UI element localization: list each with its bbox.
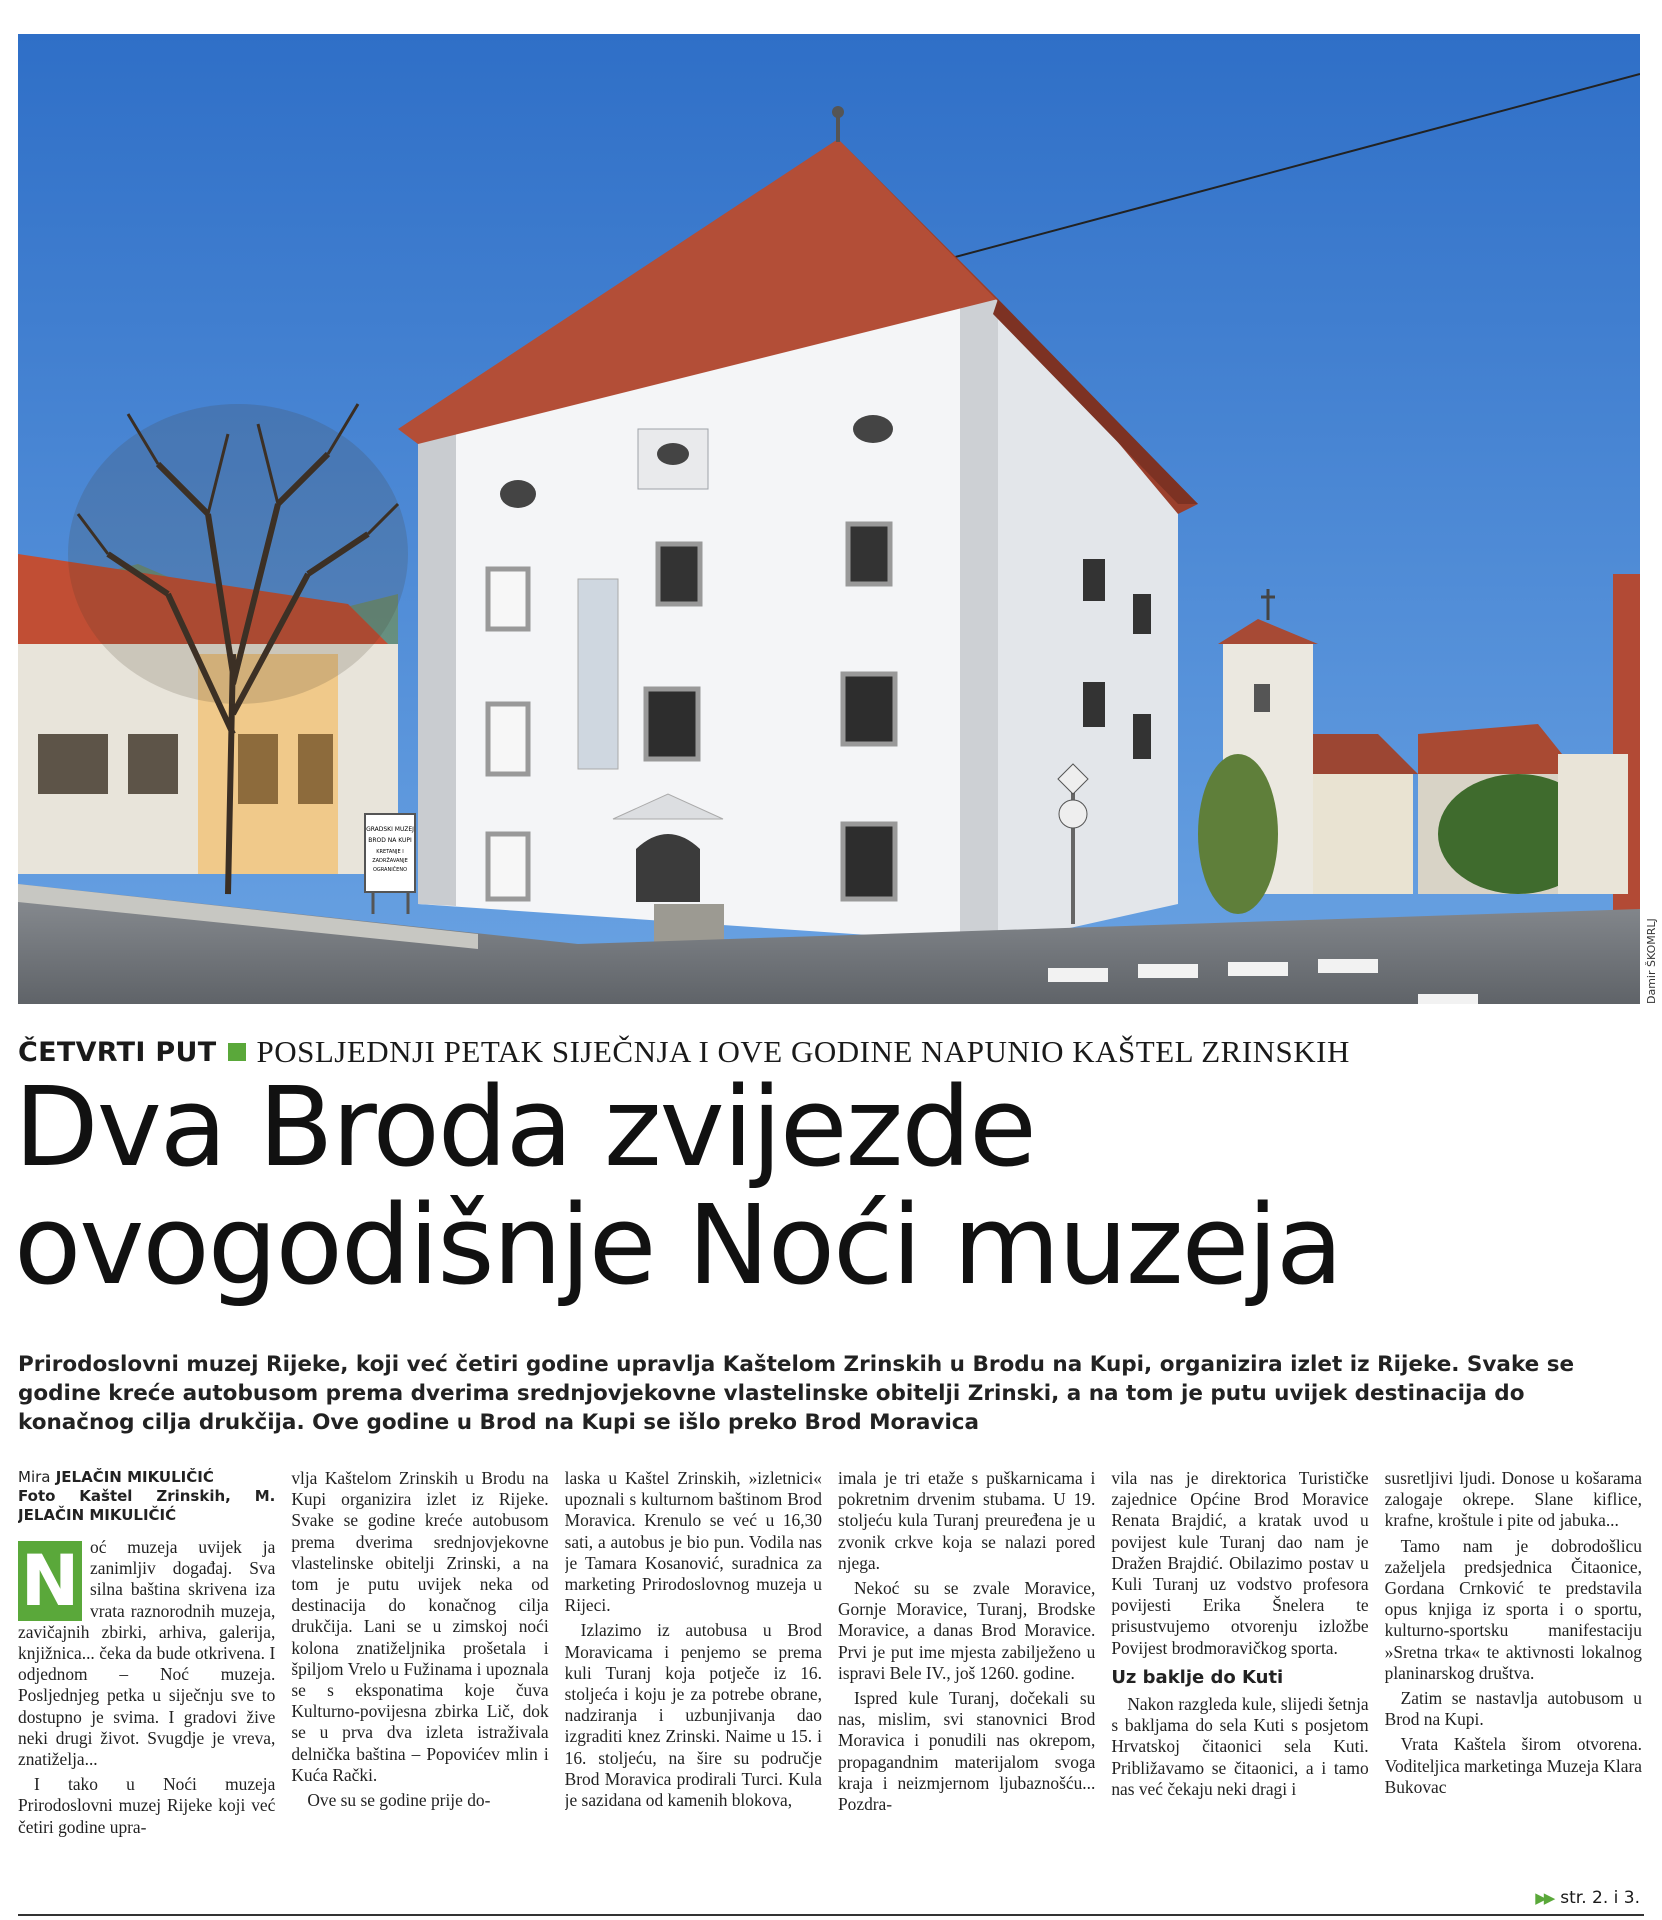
subheading: Uz baklje do Kuti [1111, 1666, 1284, 1688]
accent-square-icon [228, 1043, 246, 1061]
paragraph: vila nas je direktorica Turističke zajednice Općine Brod Moravice Renata Brajdić, a kratak uvod u povijest kule Turanj dao nam je Dražen Brajdić. Obilazimo postav u Kuli Turanj uz vodstvo profesora povijesti Erika Šnelera te prisustvujemo otvorenju izložbe Povijest brodmoravičkog sporta. [1111, 1468, 1369, 1658]
paragraph: Tamo nam je dobrodošlicu zaželjela predsjednica Čitaonice, Gordana Crnković te predstavila opus knjiga iz sporta i o sportu, kulturno-sportsku manifestaciju »Sretna trka« te aktivnosti lokalnog planinarskog društva. [1384, 1535, 1642, 1683]
sign-line-3: KRETANJE I [376, 849, 404, 855]
paragraph: Zatim se nastavlja autobusom u Brod na Kupi. [1384, 1688, 1642, 1730]
byline [18, 1468, 275, 1525]
article-body [18, 1468, 1642, 1880]
headline-line-1: Dva Broda zvijezde [14, 1063, 1035, 1191]
paragraph: Nakon razgleda kule, slijedi šetnja s bakljama do sela Kuti s posjetom Hrvatskoj čitaonici sela Kuti. Približavamo se čitaonici, a i tamo nas već čekaju neki dragi i [1111, 1694, 1369, 1799]
paragraph: Ispred kule Turanj, dočekali su nas, mislim, svi stanovnici Brod Moravica i ponudili nas okrepom, propagandnim materijalom svoga kraja i neizmjernom ljubaznošću... Pozdra- [837, 1688, 1096, 1815]
kicker-label: ČETVRTI PUT [18, 1036, 217, 1068]
author-last: JELAČIN MIKULIČIĆ [55, 1468, 214, 1486]
paragraph: imala je tri etaže s puškarnicama i pokretnim drvenim stubama. U 19. stoljeću kula Turanj preuređena je u zvonik crkve koja se nalazi pored njega. [837, 1468, 1096, 1573]
paragraph: Vrata Kaštela širom otvorena. Voditeljica marketinga Muzeja Klara Bukovac [1384, 1734, 1642, 1797]
paragraph: Ove su se godine prije do- [307, 1790, 491, 1811]
column-3 [565, 1468, 822, 1880]
paragraph: I tako u Noći muzeja Prirodoslovni muzej Rijeke koji već četiri godine upra- [18, 1774, 276, 1837]
column-1 [18, 1468, 275, 1880]
continuation-text: str. 2. i 3. [1560, 1888, 1640, 1908]
headline-line-2: ovogodišnje Noći muzeja [14, 1181, 1342, 1309]
double-arrow-icon: ▶▶ [1535, 1889, 1553, 1907]
paragraph: susretljivi ljudi. Donose u košarama zalogaje okrepe. Slane kiflice, krafne, kroštule i pite od jabuka... [1384, 1468, 1642, 1531]
paragraph [18, 1537, 275, 1770]
column-4 [838, 1468, 1095, 1880]
headline [14, 1063, 1644, 1309]
paragraph-text: oć muzeja uvijek ja zanimljiv događaj. Sva silna baština skrivena iza vrata raznorodnih muzeja, zavičajnih zbirki, arhiva, galerija, knjižnica... čeka da bude otkrivena. I odjednom – Noć muzeja. Posljednjeg petka u siječnju sve to dostupno je svima. I gradovi žive neki drugi život. Svugdje je vreva, znatiželja... [18, 1537, 276, 1770]
column-2 [291, 1468, 548, 1880]
column-5 [1111, 1468, 1368, 1880]
paragraph: Nekoć su se zvale Moravice, Gornje Moravice, Turanj, Brodske Moravice, a danas Brod Moravice. Prvi je put ime mjesta zabilježeno u ispravi Bele IV., još 1260. godine. [837, 1578, 1096, 1683]
paragraph: Izlazimo iz autobusa u Brod Moravicama i penjemo se prema kuli Turanj koja potječe iz 16. stoljeća i koju je za potrebe obrane, nadziranja i uzbunjivanja dao izgraditi knez Zrinski. Naime u 15. i 16. stoljeću, na šire su područje Brod Moravica prodirali Turci. Kula je sazidana od kamenih blokova, [564, 1620, 822, 1811]
dropcap: N [18, 1541, 82, 1621]
lead-paragraph: Prirodoslovni muzej Rijeke, koji već četiri godine upravlja Kaštelom Zrinskih u Brodu na Kupi, organizira izlet iz Rijeke. Svake se godine kreće autobusom prema dverima srednjovjekovne vlastelinske obitelji Zrinski, a na tom je putu uvijek destinacija do konačnog cilja drukčija. Ove godine u Brod na Kupi se išlo preko Brod Moravica [18, 1352, 1575, 1435]
castle-photo [18, 34, 1640, 1004]
sign-line-1: GRADSKI MUZEJ [366, 826, 414, 833]
photo-credit: Damir ŠKOMRLJ [1645, 918, 1658, 1004]
sign-line-5: OGRANIČENO [372, 867, 408, 873]
kicker-subtitle: POSLJEDNJI PETAK SIJEČNJA I OVE GODINE NAPUNIO KAŠTEL ZRINSKIH [256, 1034, 1350, 1069]
paragraph: vlja Kaštelom Zrinskih u Brodu na Kupi organizira izlet iz Rijeke. Svake se godine kreće autobusom prema dverima srednjovjekovne vlastelinske obitelji Zrinski, a na tom je putu uvijek neka od destinacija do konačnog cilja drukčija. Lani se u zimskoj noći kolona znatiželjnika prošetala i špiljom Vrelo u Fužinama i upoznala se s eksponatima koje čuva Kulturno-povijesna zbirka Lič, dok se u prva dva izleta istraživala delnička baština – Popovićev mlin i Kuća Rački. [291, 1468, 549, 1785]
column-6 [1385, 1468, 1642, 1880]
paragraph: laska u Kaštel Zrinskih, »izletnici« upoznali s kulturnom baštinom Brod Moravica. Krenulo se već u 16,30 sati, a autobus je bio pun. Vodila nas je Tamara Kosanović, suradnica za marketing Prirodoslovnog muzeja u Rijeci. [564, 1468, 822, 1616]
author-first: Mira [18, 1468, 51, 1486]
continuation-link[interactable] [1535, 1888, 1640, 1908]
lead-photo [18, 34, 1640, 1004]
photo-byline: Foto Kaštel Zrinskih, M. JELAČIN MIKULIČIĆ [18, 1487, 276, 1524]
sign-line-2: BROD NA KUPI [368, 837, 412, 844]
bottom-rule [18, 1914, 1644, 1916]
sign-line-4: ZADRŽAVANJE [372, 858, 408, 864]
